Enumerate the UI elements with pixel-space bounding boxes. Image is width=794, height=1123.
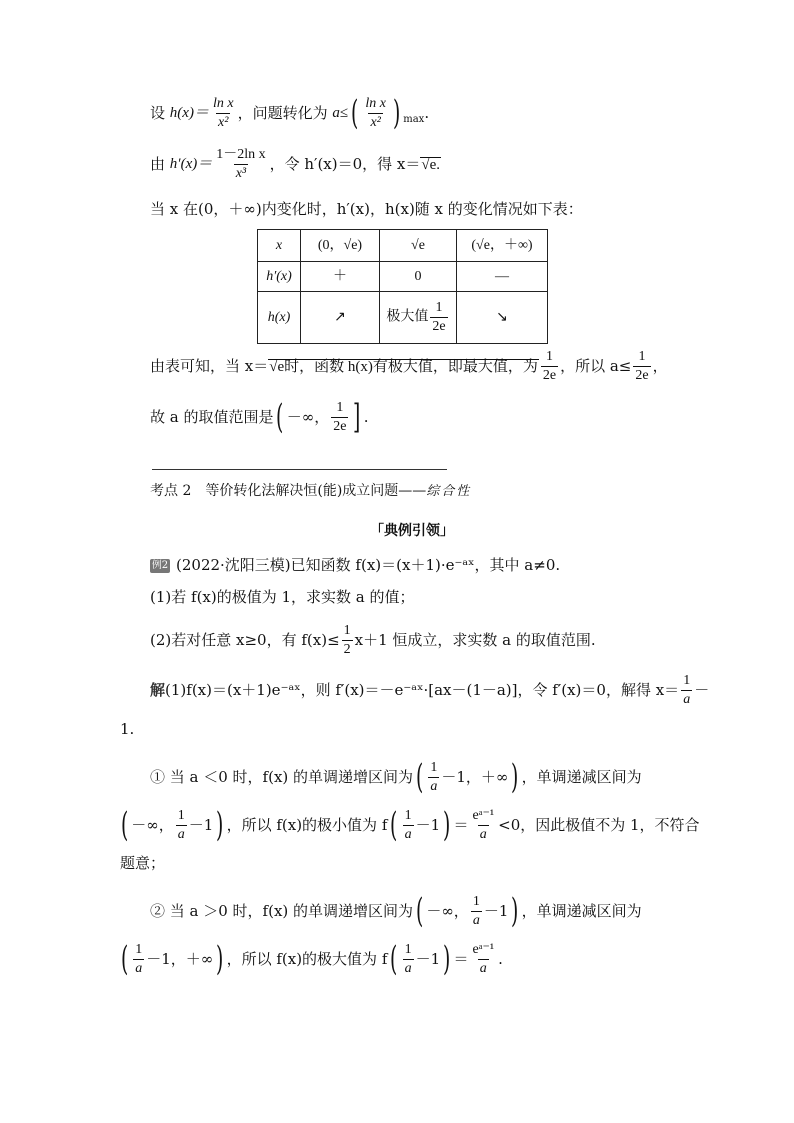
- text: (2022·沈阳三模)已知函数 f(x)＝(x＋1)·e⁻ᵃˣ，其中 a≠0.: [176, 556, 561, 574]
- example-heading-text: 「典例引领」: [370, 523, 454, 539]
- max-label: 极大值: [386, 309, 429, 325]
- text: ① 当 a ＜0 时，f(x) 的单调递增区间为: [150, 767, 414, 786]
- fraction: [471, 895, 482, 928]
- paren-left: (: [416, 891, 424, 931]
- math-text: h′(x)＝: [169, 156, 213, 172]
- fraction: [681, 674, 692, 707]
- text: ，所以 f(x)的极大值为 f: [226, 949, 388, 968]
- text: －∞，: [131, 815, 174, 834]
- fraction: [214, 148, 267, 181]
- denominator: a: [404, 826, 412, 842]
- text: ② 当 a ＞0 时，f(x) 的单调递增区间为: [150, 901, 414, 920]
- case-2-line-2: [118, 939, 503, 979]
- table-cell: —: [457, 262, 548, 292]
- text: －1: [483, 901, 509, 920]
- question-2: [150, 624, 596, 657]
- text: (2)若对任意 x≥0，有 f(x)≤: [150, 631, 340, 649]
- denominator: a: [177, 826, 185, 842]
- text: －1，＋∞: [441, 767, 509, 786]
- case-1-line-1: [150, 757, 642, 797]
- numerator: ln x: [365, 95, 386, 111]
- numerator: 1: [135, 941, 143, 957]
- text: ，单调递减区间为: [521, 767, 642, 786]
- paren-left: (: [120, 805, 129, 845]
- text: －1: [415, 815, 441, 834]
- table-row: [258, 292, 548, 344]
- fraction: [176, 809, 187, 842]
- fraction: [403, 943, 414, 976]
- numerator: 1: [343, 623, 351, 638]
- solution-line-1: [150, 674, 709, 707]
- text: √ e时，函数 h(x)有极大值，即最大值，为: [268, 359, 539, 375]
- fraction: [331, 401, 348, 434]
- fraction: [133, 943, 144, 976]
- text: 故 a 的取值范围是: [150, 407, 274, 426]
- numerator: 1: [683, 673, 691, 688]
- table-cell: [380, 292, 457, 344]
- text: (1)f(x)＝(x＋1)e⁻ᵃˣ，则 f′(x)＝－e⁻ᵃˣ·[ax－(1－a)]，令 f′(x)＝0，解得 x＝: [165, 681, 680, 699]
- paren-right: ): [216, 805, 224, 845]
- case-1-line-2: [118, 805, 700, 845]
- case-2-line-1: [150, 891, 642, 931]
- paren-left: (: [276, 397, 284, 437]
- text: －1: [188, 815, 214, 834]
- text: .: [498, 949, 503, 968]
- table-cell: 0: [380, 262, 457, 292]
- numerator: 1: [336, 399, 344, 415]
- line-2: [150, 148, 441, 181]
- text: 由: [150, 155, 166, 173]
- paren-left: (: [390, 939, 398, 979]
- table-row: [258, 262, 548, 292]
- fraction: [363, 97, 388, 130]
- text: .: [363, 407, 369, 426]
- text: 由表可知，当 x＝: [150, 357, 269, 375]
- fraction: [430, 301, 447, 334]
- text: ，单调递减区间为: [521, 901, 642, 920]
- section-tag: 综合性: [426, 483, 472, 499]
- denominator: a: [430, 778, 438, 794]
- table-row: [258, 230, 548, 262]
- denominator: a: [472, 912, 480, 928]
- paren-right: ): [216, 939, 224, 979]
- denominator: a: [404, 960, 412, 976]
- table-cell: ＋: [301, 262, 380, 292]
- text: ，令 h′(x)＝0，得 x＝: [269, 155, 421, 173]
- text: －∞，: [286, 407, 330, 426]
- table-cell: h′(x): [258, 262, 301, 292]
- table-cell: (0，√e): [301, 230, 380, 262]
- example-icon: 例2: [151, 559, 169, 571]
- paren-right: ): [392, 93, 401, 133]
- subscript: max: [403, 114, 425, 125]
- denominator: 2e: [432, 319, 446, 334]
- denominator: a: [135, 960, 143, 976]
- text: x＋1 恒成立，求实数 a 的取值范围.: [354, 631, 596, 649]
- text: 设: [150, 103, 166, 122]
- denominator: 2e: [542, 368, 557, 383]
- text: ，: [652, 357, 668, 375]
- numerator: 1: [472, 893, 480, 909]
- text: ，问题转化为: [237, 103, 328, 122]
- table-cell: (√e，＋∞): [457, 230, 548, 262]
- question-1: [150, 590, 415, 605]
- numerator: 1: [545, 349, 553, 364]
- numerator: ln x: [212, 95, 234, 111]
- paren-right: ): [511, 757, 519, 797]
- numerator: 1－2ln x: [216, 147, 266, 162]
- bracket-right: ]: [353, 397, 361, 437]
- text: 题意；: [120, 854, 166, 872]
- text: －: [694, 681, 710, 699]
- fraction: [403, 809, 414, 842]
- section-title-text: 考点 2 等价转化法解决恒(能)成立问题——: [150, 483, 427, 499]
- fraction: [541, 350, 558, 383]
- paren-right: ): [511, 891, 519, 931]
- line-5: [150, 397, 369, 437]
- fraction: [342, 624, 353, 657]
- table-cell: ↘: [457, 292, 548, 344]
- numerator: 1: [404, 941, 412, 957]
- paren-left: (: [351, 93, 359, 133]
- solution-label: 解: [150, 681, 166, 699]
- variation-table: [257, 229, 548, 344]
- text: ＝: [453, 949, 469, 968]
- numerator: 1: [404, 807, 412, 823]
- fraction: [428, 761, 439, 794]
- table-cell: ↗: [301, 292, 380, 344]
- text: <0，因此极值不为 1，不符合: [498, 815, 700, 834]
- denominator: a: [479, 960, 487, 976]
- denominator: a: [683, 692, 691, 707]
- fraction: [470, 943, 496, 976]
- fraction: [211, 97, 236, 130]
- numerator: 1: [177, 807, 185, 823]
- fraction: [633, 350, 650, 383]
- math-text: a≤: [332, 104, 349, 121]
- fraction: [470, 809, 496, 842]
- line-4: [150, 350, 668, 383]
- denominator: x²: [370, 114, 381, 130]
- example-heading: [370, 524, 454, 538]
- denominator: a: [479, 826, 487, 842]
- math-text: h(x)＝: [169, 104, 209, 121]
- text: －∞，: [426, 901, 469, 920]
- paren-left: (: [120, 939, 129, 979]
- denominator: 2e: [635, 368, 649, 383]
- numerator: 1: [430, 759, 438, 775]
- table-cell: h(x): [258, 292, 301, 344]
- sqrt-e: √ e.: [420, 157, 441, 173]
- paren-left: (: [390, 805, 398, 845]
- denominator: x³: [235, 166, 247, 181]
- numerator: 1: [435, 300, 443, 315]
- section-title: [150, 484, 471, 498]
- text: 当 x 在(0，＋∞)内变化时，h′(x)，h(x)随 x 的变化情况如下表：: [150, 200, 583, 218]
- numerator: 1: [638, 349, 646, 364]
- line-1: 设 h(x)＝ $\frac{\text{ln x}}{\text{x²}}$ ，问题转化为 a≤ ( $\frac{\text{ln x}}{\text{x²}}$ ) max .: [150, 93, 430, 133]
- numerator: eᵃ⁻¹: [472, 807, 495, 823]
- numerator: eᵃ⁻¹: [472, 941, 495, 957]
- paren-right: ): [443, 939, 451, 979]
- table-cell: √e: [380, 230, 457, 262]
- text: ＝: [453, 815, 469, 834]
- text: －1，＋∞: [146, 949, 214, 968]
- line-3: [150, 202, 583, 217]
- solution-line-2: [120, 722, 134, 737]
- text: －1: [415, 949, 441, 968]
- paren-left: (: [416, 757, 424, 797]
- paren-right: ): [443, 805, 451, 845]
- denominator: x²: [218, 114, 229, 130]
- denominator: 2e: [333, 418, 347, 434]
- text: ，所以 f(x)的极小值为 f: [226, 815, 388, 834]
- example-intro: [150, 558, 560, 573]
- table-cell: x: [258, 230, 301, 262]
- text: ，所以 a≤: [560, 357, 632, 375]
- section-divider: [152, 469, 447, 470]
- case-1-line-3: [120, 856, 165, 871]
- text: 1.: [120, 720, 135, 738]
- text: (1)若 f(x)的极值为 1，求实数 a 的值；: [150, 588, 415, 606]
- denominator: 2: [343, 642, 351, 657]
